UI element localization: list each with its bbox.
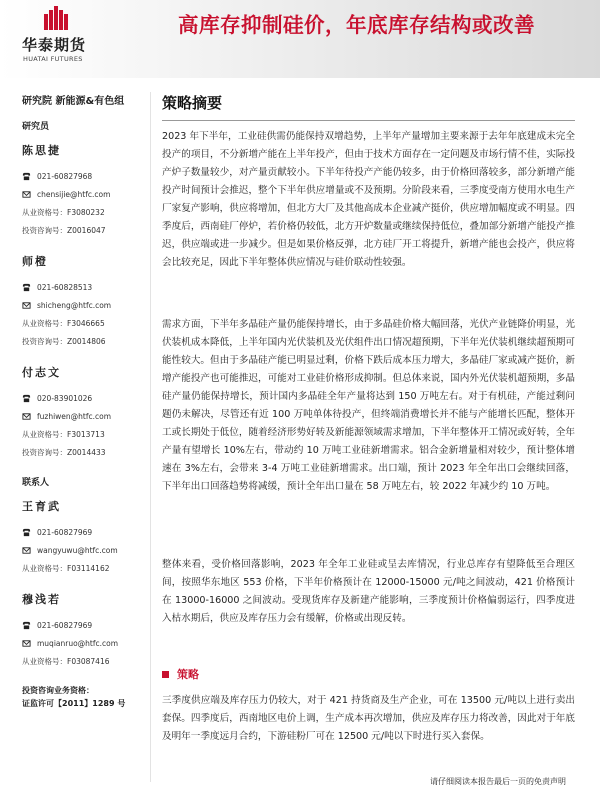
phone-icon [22, 394, 31, 403]
phone-icon [22, 172, 31, 181]
email-row [22, 634, 140, 652]
investment-advisory-number: 投资咨询号：Z0014806 [22, 336, 106, 346]
paragraph-strategy: 三季度供应端及库存压力仍较大，对于 421 持货商及生产企业，可在 13500 元/吨以上进行卖出套保。四季度后，西南地区电价上调，生产成本再次增加，供应及库存压力将改善，因此对于年底及明年一季度远月合约，下游硅粉厂可在 12500 元/吨以下时进行买入套保。 [162, 695, 575, 742]
phone-row [22, 523, 140, 541]
paragraph-supply: 2023 年下半年，工业硅供需仍能保持双增趋势，上半年产量增加主要来源于去年年底建成未完全投产的项目，不分新增产能在上半年投产，但由于技术方面存在一定问题及市场行情不佳，实际投产炉子数量较少，对产量贡献较小。下半年待投产产能仍较多，由于价格回落较多，部分新增产能投产时间预计会推迟，整个下半年供应增量或不及预期。分阶段来看，三季度受南方使用水电生产厂家复产影响，供应将增加，但北方大厂及其他高成本企业减产挺价，供应增加幅度或不明显。四季度后，西南硅厂停炉，若价格仍较低，北方开炉数量或继续保持低位，叠加部分新增产能投产推迟，供应端或进一步减少。但是如果价格反弹，北方硅厂开工将提升，新增产能也会投产，供应将会比较充足，因此下半年整体供应情况与硅价联动性较强。 [162, 131, 575, 268]
phone-icon [22, 283, 31, 292]
email-row [22, 185, 140, 203]
paragraph-outlook: 整体来看，受价格回落影响，2023 年全年工业硅或呈去库情况，行业总库存有望降低至合理区间，按照华东地区 553 价格，下半年价格预计在 12000-15000 元/吨之间波动，421 价格预计在 13000-16000 之间波动。受现货库存及新建产能影响，三季度预计价格偏弱运行，四季度进入枯水期后，供应及库存压力会有缓解，价格或出现反转。 [162, 559, 575, 624]
phone-icon [22, 621, 31, 630]
disclaimer-note: 请仔细阅读本报告最后一页的免责声明 [430, 777, 566, 786]
logo-mark-icon [38, 6, 74, 32]
paragraph-demand: 需求方面，下半年多晶硅产量仍能保持增长，由于多晶硅价格大幅回落，光伏产业链降价明显，光伏装机成本降低，上半年国内光伏装机及光伏组件出口情况超预期，下半年光伏装机继续超预期可能性较大。但由于多晶硅产能已明显过剩，价格下跌后成本压力增大，多晶硅厂家或减产挺价，新增产能投产也可能推迟，可能对工业硅价格形成抑制。但总体来说，国内外光伏装机超预期，多晶硅产量仍能保持增长，预计国内多晶硅全年产量将达到 150 万吨左右。对于有机硅，产能过剩问题仍未解决，尽管还有近 100 万吨单体待投产，但终端消费增长并不能与产能增长匹配，整体开工或长期处于低位，随着经济形势好转及新能源领域需求增加，下半年整体开工情况或好转，全年产量有望增长 10%左右，带动约 10 万吨工业硅新增需求。铝合金新增量相对较少，预计整体增速在 3%左右，会带来 3-4 万吨工业硅新增需求。出口端，预计 2023 年全年出口会继续回落，下半年出口回落趋势将减缓，预计全年出口量在 58 万吨左右，较 2022 年减少约 10 万吨。 [162, 319, 575, 492]
title-underline [162, 120, 575, 121]
qualification-number: 从业资格号：F3013713 [22, 429, 105, 439]
analyst-sidebar [22, 92, 140, 710]
report-header [0, 0, 600, 78]
brand-name-en: HUATAI FUTURES [23, 55, 83, 63]
phone-number: 021-60828513 [37, 282, 93, 292]
email-icon [22, 301, 31, 310]
email-row [22, 407, 140, 425]
phone-number: 021-60827969 [37, 620, 93, 630]
investment-advisory-number: 投资咨询号：Z0014433 [22, 447, 106, 457]
phone-number: 021-60827969 [37, 527, 93, 537]
phone-icon [22, 528, 31, 537]
email-icon [22, 190, 31, 199]
qualification-number: 从业资格号：F03114162 [22, 563, 110, 573]
email-address[interactable]: wangyuwu@htfc.com [37, 545, 118, 555]
phone-row [22, 389, 140, 407]
section-title: 策略摘要 [162, 94, 223, 112]
department-label: 研究院 新能源&有色组 [22, 96, 125, 107]
license-value: 证监许可【2011】1289 号 [22, 699, 126, 708]
phone-row [22, 167, 140, 185]
qualification-number: 从业资格号：F3046665 [22, 318, 105, 328]
report-title: 高库存抑制硅价，年底库存结构或改善 [178, 13, 535, 37]
email-address[interactable]: shicheng@htfc.com [37, 300, 112, 310]
main-content [162, 92, 575, 742]
strategy-heading [162, 666, 199, 682]
brand-name-cn: 华泰期货 [22, 36, 87, 54]
contact-name: 王育武 [22, 500, 61, 513]
phone-number: 021-60827968 [37, 171, 93, 181]
email-address[interactable]: muqianruo@htfc.com [37, 638, 119, 648]
contacts-heading: 联系人 [22, 478, 50, 488]
brand-logo [22, 6, 102, 66]
qualification-number: 从业资格号：F3080232 [22, 207, 105, 217]
researcher-name: 师橙 [22, 255, 48, 268]
email-icon [22, 639, 31, 648]
square-bullet-icon [162, 671, 169, 678]
phone-number: 020-83901026 [37, 393, 93, 403]
researcher-card [22, 364, 140, 461]
email-icon [22, 412, 31, 421]
strategy-label: 策略 [177, 668, 199, 681]
phone-row [22, 616, 140, 634]
license-label: 投资咨询业务资格： [22, 686, 94, 695]
email-row [22, 296, 140, 314]
researcher-name: 付志文 [22, 366, 61, 379]
contact-card [22, 591, 140, 670]
email-row [22, 541, 140, 559]
phone-row [22, 278, 140, 296]
contact-name: 穆浅若 [22, 593, 61, 606]
qualification-number: 从业资格号：F03087416 [22, 656, 110, 666]
column-divider [150, 92, 151, 782]
researcher-name: 陈思捷 [22, 144, 61, 157]
email-address[interactable]: fuzhiwen@htfc.com [37, 411, 112, 421]
license-block [22, 684, 140, 710]
investment-advisory-number: 投资咨询号：Z0016047 [22, 225, 106, 235]
researcher-card [22, 253, 140, 350]
email-address[interactable]: chensijie@htfc.com [37, 189, 111, 199]
contact-card [22, 498, 140, 577]
researcher-card [22, 142, 140, 239]
email-icon [22, 546, 31, 555]
researchers-heading: 研究员 [22, 122, 50, 132]
